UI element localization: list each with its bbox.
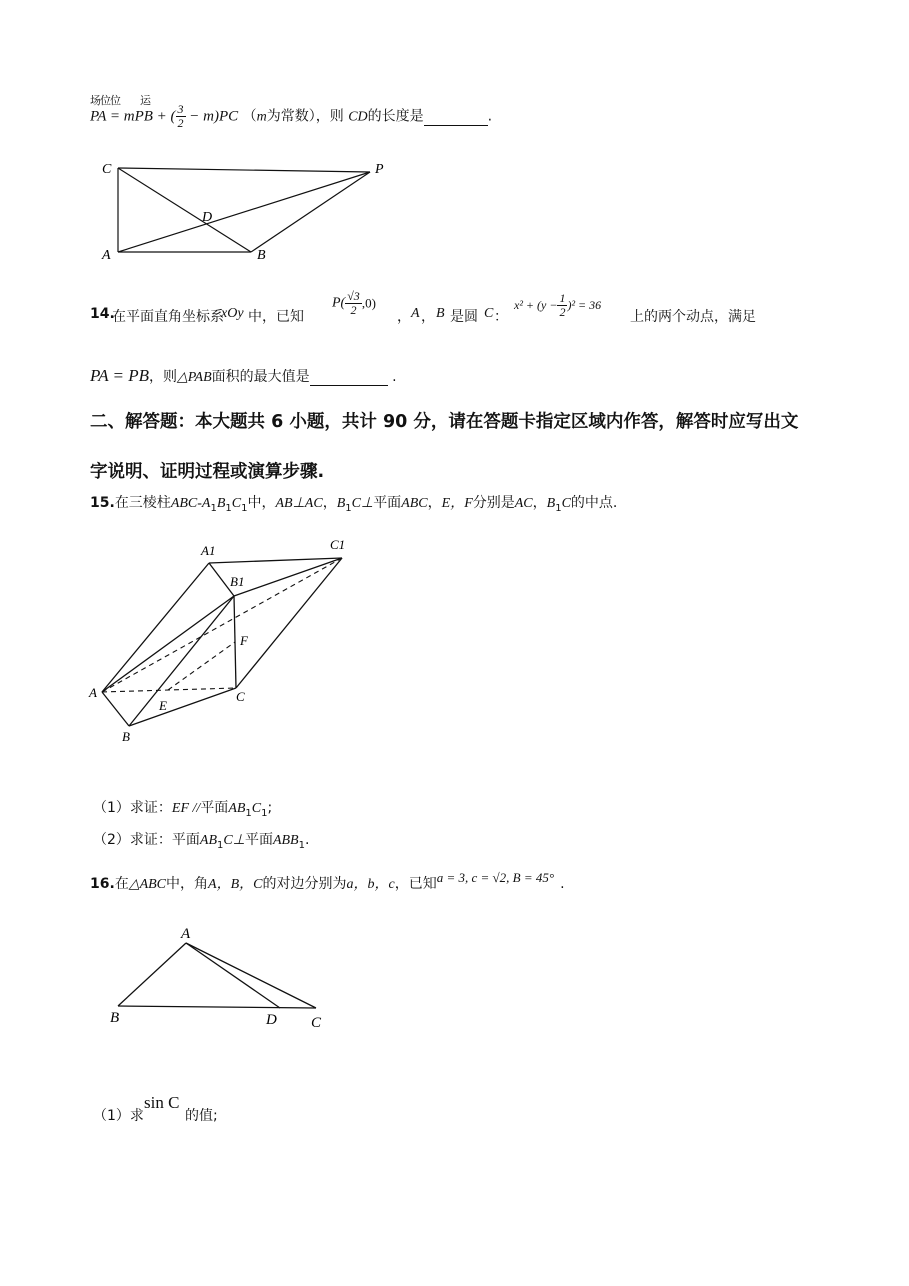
- figure-13: [95, 155, 395, 265]
- q14-circle-equation: x² + (y − $\frac{1}{2}$ )² = 36: [514, 291, 602, 319]
- q16-text: 16.在△ABC中，角A，B，C的对边分别为a，b，c，已知a = 3, c = √2, B = 45° .: [90, 870, 565, 892]
- fig15-label-e: E: [159, 698, 167, 713]
- q14-point-p: P( $\frac{√3}{2}$ ,0): [332, 289, 376, 317]
- section-heading-line2: 字说明、证明过程或演算步骤.: [90, 462, 325, 482]
- q14-number: 14.: [90, 306, 115, 322]
- q14-line2: PA = PB，则△PAB面积的最大值是 .: [90, 366, 397, 385]
- fig15-label-c1: C1: [330, 537, 346, 552]
- fig15-label-c: C: [236, 689, 245, 704]
- figure-16-triangle: [105, 922, 335, 1032]
- answer-blank-14: [310, 369, 388, 386]
- figure-15-prism: [85, 530, 365, 745]
- q16-given: a = 3, c = √2, B = 45°: [436, 870, 555, 885]
- answer-blank-13: [424, 109, 488, 126]
- fig15-label-a: A: [89, 685, 97, 700]
- cd-label: CD: [348, 109, 368, 125]
- fig16-label-c: C: [311, 1015, 322, 1031]
- q13-formula-right: − m)PC: [185, 108, 239, 125]
- fig16-label-a: A: [181, 926, 191, 942]
- q15-text: 15.在三棱柱ABC-$A_1B_1C_1$中，AB⊥AC，$B_1C\perp$平面ABC，E，F分别是AC，$B_1C$的中点.: [90, 495, 618, 514]
- fig13-label-c: C: [102, 162, 112, 177]
- fig13-label-p: P: [375, 162, 384, 177]
- fig15-label-f: F: [240, 633, 248, 648]
- fig15-label-b: B: [122, 729, 130, 744]
- q13-fraction: $\frac{3}{2}$: [177, 102, 184, 130]
- fig13-label-b: B: [257, 248, 266, 263]
- fig13-label-a: A: [102, 248, 111, 263]
- section-heading-line1: 二、解答题：本大题共 6 小题，共计 90 分，请在答题卡指定区域内作答，解答时应写出文: [90, 412, 799, 432]
- fig13-label-d: D: [202, 210, 213, 225]
- fig16-label-d: D: [266, 1012, 277, 1028]
- fig16-label-b: B: [110, 1010, 120, 1026]
- fig15-label-b1: B1: [230, 574, 245, 589]
- fig15-label-a1: A1: [201, 543, 216, 558]
- garbled-text: 场位位 运: [90, 94, 150, 107]
- q13-formula-left: PA = mPB + (: [90, 108, 176, 125]
- q15-part1: （1）求证：EF //平面$AB_1C_1$;: [93, 800, 273, 819]
- q13-line: PA = mPB + ( $\frac{3}{2}$ − m)PC （m为常数），则 CD的长度是 .: [90, 102, 493, 130]
- q15-part2: （2）求证：平面$AB_1C\perp$平面$ABB_1$.: [93, 832, 310, 851]
- sin-c-expr: sin C: [144, 1093, 180, 1112]
